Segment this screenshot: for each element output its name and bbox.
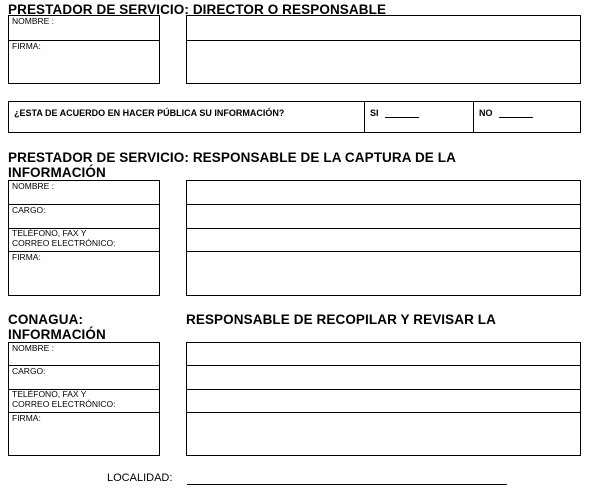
conagua-nombre-field[interactable] [187, 343, 580, 365]
captura-cargo-field[interactable] [187, 205, 580, 228]
divider [364, 101, 365, 133]
captura-contacto-field[interactable] [187, 229, 580, 251]
nombre-label: NOMBRE : [12, 16, 55, 26]
localidad-label: LOCALIDAD: [107, 472, 173, 484]
captura-firma-field[interactable] [187, 252, 580, 295]
section2-heading: PRESTADOR DE SERVICIO: RESPONSABLE DE LA CAPTURA DE LA INFORMACIÓN [8, 150, 456, 180]
consent-no[interactable] [479, 108, 533, 118]
nombre-label: NOMBRE : [12, 343, 55, 353]
captura-nombre-field[interactable] [187, 181, 580, 204]
nombre-label: NOMBRE : [12, 181, 55, 191]
localidad-field[interactable] [187, 472, 507, 484]
yes-label: SI [370, 108, 379, 118]
cargo-label: CARGO: [12, 366, 46, 376]
consent-question: ¿ESTA DE ACUERDO EN HACER PÚBLICA SU INFORMACIÓN? [14, 108, 285, 118]
firma-label: FIRMA: [12, 41, 41, 51]
no-blank[interactable] [499, 117, 533, 118]
contacto-label: TELÉFONO, FAX Y CORREO ELECTRÓNICO: [12, 389, 116, 409]
conagua-firma-field[interactable] [187, 413, 580, 455]
section3-heading-right: RESPONSABLE DE RECOPILAR Y REVISAR LA [186, 312, 497, 327]
divider [473, 101, 474, 133]
section1-heading: PRESTADOR DE SERVICIO: DIRECTOR O RESPONSABLE [8, 2, 387, 17]
yes-blank[interactable] [385, 117, 419, 118]
firma-label: FIRMA: [12, 252, 41, 262]
localidad-underline [187, 484, 507, 485]
no-label: NO [479, 108, 493, 118]
contacto-label: TELÉFONO, FAX Y CORREO ELECTRÓNICO: [12, 228, 116, 248]
conagua-cargo-field[interactable] [187, 366, 580, 389]
consent-yes[interactable] [370, 108, 419, 118]
director-firma-field[interactable] [187, 41, 580, 83]
section3-heading-left: CONAGUA: INFORMACIÓN [8, 312, 106, 342]
firma-label: FIRMA: [12, 413, 41, 423]
director-nombre-field[interactable] [187, 16, 580, 40]
conagua-contacto-field[interactable] [187, 390, 580, 412]
cargo-label: CARGO: [12, 205, 46, 215]
